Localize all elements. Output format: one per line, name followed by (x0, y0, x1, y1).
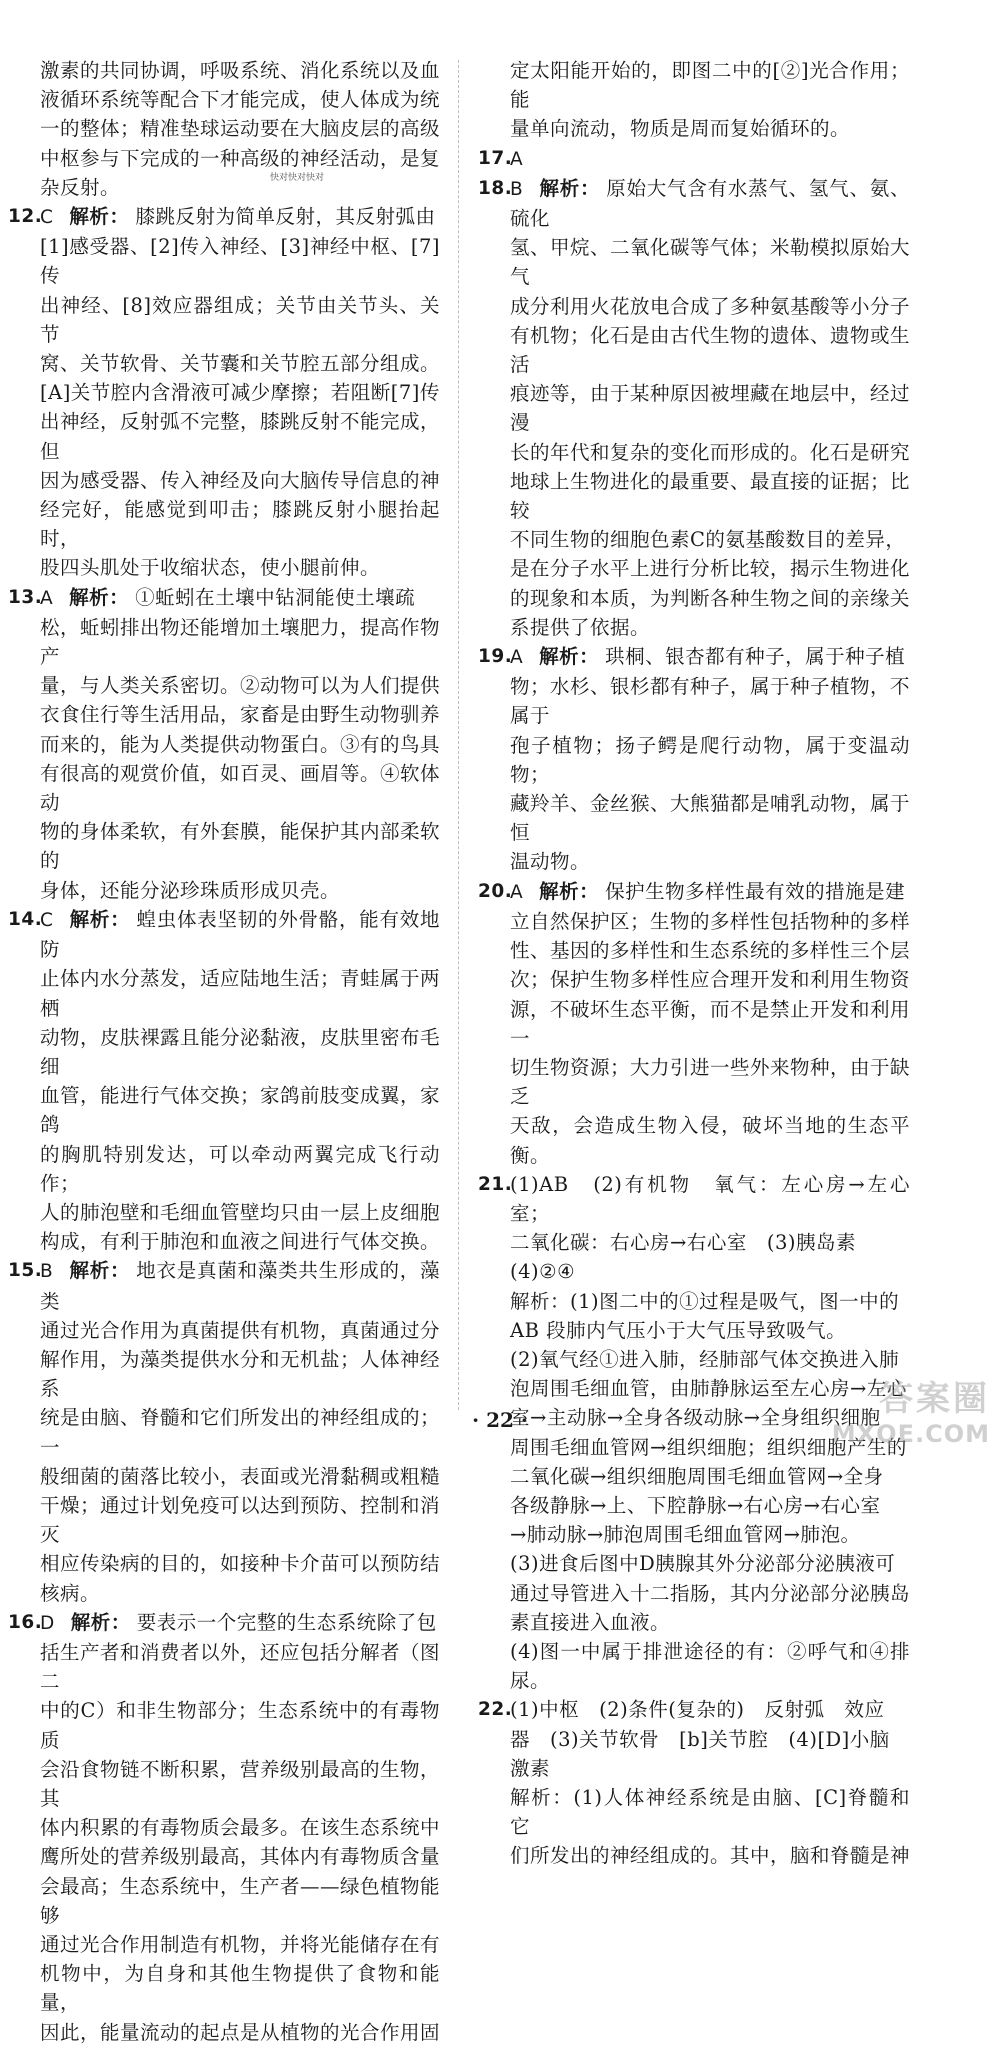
answer-text: (1)AB (2)有机物 氧气：左心房→左心室； (510, 1172, 910, 1225)
text-line: 中的C）和非生物部分；生态系统中的有毒物质 (40, 1699, 440, 1752)
right-intro (478, 56, 910, 144)
answer-text: (1)中枢 (2)条件(复杂的) 反射弧 效应 (510, 1698, 885, 1722)
column-divider (458, 60, 459, 1410)
text-line: 天敌，会造成生物入侵，破坏当地的生态平衡。 (510, 1114, 910, 1167)
analysis-text: 要表示一个完整的生态系统除了包 (136, 1610, 437, 1634)
text-line: AB 段肺内气压小于大气压导致吸气。 (510, 1318, 847, 1342)
question-number: 20. (478, 880, 513, 902)
text-line: 温动物。 (510, 850, 591, 874)
text-line: 系提供了依据。 (510, 615, 651, 639)
text-line: 藏羚羊、金丝猴、大熊猫都是哺乳动物，属于恒 (510, 792, 911, 845)
text-line: 体内积累的有毒物质会最多。在该生态系统中 (40, 1816, 441, 1840)
text-line: 松，蚯蚓排出物还能增加土壤肥力，提高作物产 (40, 615, 441, 669)
text-line: 鹰所处的营养级别最高，其体内有毒物质含量 (40, 1845, 441, 1869)
text-line: (4)②④ (510, 1260, 576, 1284)
text-line: 定太阳能开始的，即图二中的[②]光合作用；能 (510, 59, 910, 112)
answer-letter: B (40, 1261, 54, 1283)
text-line: 孢子植物；扬子鳄是爬行动物，属于变温动物； (510, 733, 910, 786)
text-line: 人的肺泡壁和毛细血管壁均只由一层上皮细胞 (40, 1200, 441, 1224)
answer-letter: A (510, 148, 524, 170)
text-line: 般细菌的菌落比较小，表面或光滑黏稠或粗糙 (40, 1464, 441, 1488)
question-18 (478, 174, 910, 642)
smudge-text: 快对快对快对 (270, 172, 325, 183)
text-line: 会最高；生态系统中，生产者——绿色植物能够 (40, 1874, 441, 1927)
text-line: 成分利用火花放电合成了多种氨基酸等小分子 (510, 294, 911, 318)
analysis-text: 蝗虫体表坚韧的外骨骼，能有效地防 (40, 907, 440, 962)
question-number: 12. (8, 206, 43, 228)
analysis-label: 解析： (539, 645, 600, 669)
text-line: 统是由脑、脊髓和它们所发出的神经组成的；一 (40, 1406, 441, 1459)
watermark-logo (810, 1371, 990, 1451)
text-line: 的现象和本质，为判断各种生物之间的亲缘关 (510, 586, 911, 610)
text-line: 中枢参与下完成的一种高级的神经活动，是复 (40, 146, 441, 170)
analysis-label: 解析： (69, 205, 130, 229)
left-intro (8, 56, 440, 202)
text-line: 二氧化碳：右心房→右心室 (3)胰岛素 (510, 1231, 856, 1255)
analysis-text: 地衣是真菌和藻类共生形成的，藻类 (40, 1259, 440, 1313)
question-12 (8, 202, 440, 583)
question-15 (8, 1256, 440, 1607)
answer-letter: B (510, 178, 524, 200)
text-line: 解析：(1)人体神经系统是由脑、[C]脊髓和它 (510, 1785, 910, 1839)
question-20 (478, 877, 910, 1170)
text-line: 周围毛细血管网→组织细胞；组织细胞产生的 (510, 1435, 907, 1459)
question-17 (478, 144, 910, 174)
watermark-top-text: 答案圈 (879, 1379, 990, 1419)
text-line: 因为感受器、传入神经及向大脑传导信息的神 (40, 468, 441, 492)
right-column (478, 56, 910, 1871)
analysis-text: 原始大气含有水蒸气、氢气、氨、硫化 (510, 176, 910, 231)
left-column (8, 56, 440, 2047)
text-line: 干燥；通过计划免疫可以达到预防、控制和消灭 (40, 1493, 441, 1547)
text-line: 们所发出的神经组成的。其中，脑和脊髓是神 (510, 1844, 911, 1868)
text-line: [A]关节腔内含滑液可减少摩擦；若阻断[7]传 (40, 381, 440, 405)
text-line: 动物，皮肤裸露且能分泌黏液，皮肤里密布毛细 (40, 1025, 441, 1078)
question-number: 14. (8, 908, 43, 930)
text-line: 氢、甲烷、二氧化碳等气体；米勒模拟原始大气 (510, 236, 911, 289)
text-line: 通过导管进入十二指肠，其内分泌部分泌胰岛 (510, 1581, 911, 1605)
answer-letter: A (40, 587, 54, 609)
text-line: [1]感受器、[2]传入神经、[3]神经中枢、[7]传 (40, 235, 440, 288)
text-line: 有机物；化石是由古代生物的遗体、遗物或生活 (510, 323, 911, 377)
text-line: 素直接进入血液。 (510, 1610, 671, 1634)
text-line: 性、基因的多样性和生态系统的多样性三个层 (510, 939, 911, 963)
analysis-label: 解析： (69, 907, 131, 931)
text-line: 出神经，反射弧不完整，膝跳反射不能完成，但 (40, 410, 441, 463)
text-line: 量，与人类关系密切。②动物可以为人们提供 (40, 674, 441, 698)
analysis-text: 膝跳反射为简单反射，其反射弧由 (135, 205, 436, 229)
text-line: 股四头肌处于收缩状态，使小腿前伸。 (40, 556, 381, 580)
question-16 (8, 1608, 440, 2047)
analysis-text: ①蚯蚓在土壤中钻洞能使土壤疏 (135, 585, 416, 609)
text-line: 血管，能进行气体交换；家鸽前肢变成翼，家鸽 (40, 1084, 441, 1137)
text-line: 不同生物的细胞色素C的氨基酸数目的差异， (510, 528, 906, 552)
text-line: 长的年代和复杂的变化而形成的。化石是研究 (510, 440, 911, 464)
question-number: 18. (478, 177, 513, 199)
analysis-label: 解析： (69, 585, 130, 609)
analysis-label: 解析： (539, 176, 601, 200)
text-line-with-smudge (8, 173, 440, 202)
text-line: 次；保护生物多样性应合理开发和利用生物资 (510, 968, 911, 992)
text-line: 身体，还能分泌珍珠质形成贝壳。 (40, 878, 341, 902)
text-line: 有很高的观赏价值，如百灵、画眉等。④软体动 (40, 761, 441, 815)
analysis-text: 珙桐、银杏都有种子，属于种子植 (605, 645, 906, 669)
text-line: 切生物资源；大力引进一些外来物种，由于缺乏 (510, 1055, 911, 1109)
answer-letter: C (40, 207, 54, 229)
text-line: →肺动脉→肺泡周围毛细血管网→肺泡。 (510, 1523, 861, 1547)
text-line: 相应传染病的目的，如接种卡介苗可以预防结 (40, 1552, 441, 1576)
text-line: 解析：(1)图二中的①过程是吸气，图一中的 (510, 1289, 900, 1313)
text-line: 物的身体柔软，有外套膜，能保护其内部柔软的 (40, 820, 441, 873)
text-line: 括生产者和消费者以外，还应包括分解者（图二 (40, 1640, 441, 1694)
question-number: 15. (8, 1260, 43, 1282)
question-number: 13. (8, 586, 43, 608)
text-line: 量单向流动，物质是周而复始循环的。 (510, 117, 851, 141)
text-line: 而来的，能为人类提供动物蛋白。③有的鸟具 (40, 732, 441, 756)
question-14 (8, 905, 440, 1256)
analysis-label: 解析： (70, 1610, 131, 1634)
text-line: 痕迹等，由于某种原因被埋藏在地层中，经过漫 (510, 382, 911, 435)
text-line: 二氧化碳→组织细胞周围毛细血管网→全身 (510, 1464, 884, 1488)
text-line: 杂反射。 (40, 175, 121, 199)
text-line: 的胸肌特别发达，可以牵动两翼完成飞行动作； (40, 1142, 440, 1195)
text-line: 源，不破坏生态平衡，而不是禁止开发和利用一 (510, 997, 911, 1050)
analysis-label: 解析： (69, 1259, 131, 1283)
question-number: 21. (478, 1173, 513, 1195)
text-line: (4)图一中属于排泄途径的有：②呼气和④排尿。 (510, 1639, 910, 1693)
question-number: 19. (478, 646, 513, 668)
text-line: 窝、关节软骨、关节囊和关节腔五部分组成。 (40, 352, 441, 376)
text-line: 器 (3)关节软骨 [b]关节腔 (4)[D]小脑 (510, 1727, 890, 1751)
question-19 (478, 642, 910, 877)
answer-letter: A (510, 647, 524, 669)
text-line: 立自然保护区；生物的多样性包括物种的多样 (510, 909, 911, 933)
answer-letter: D (40, 1612, 55, 1634)
text-line: 因此，能量流动的起点是从植物的光合作用固 (40, 2020, 441, 2044)
text-line: 泡周围毛细血管，由肺静脉运至左心房→左心 (510, 1377, 907, 1401)
text-line: 止体内水分蒸发，适应陆地生活；青蛙属于两栖 (40, 967, 441, 1020)
analysis-text: 保护生物多样性最有效的措施是建 (605, 879, 906, 903)
text-line: 出神经、[8]效应器组成；关节由关节头、关节 (40, 293, 440, 346)
question-number: 17. (478, 147, 513, 169)
text-line: 地球上生物进化的最重要、最直接的证据；比较 (510, 469, 911, 523)
question-13 (8, 583, 440, 905)
text-line: 室→主动脉→全身各级动脉→全身组织细胞 (510, 1406, 881, 1430)
text-line: (3)进食后图中D胰腺其外分泌部分泌胰液可 (510, 1552, 896, 1576)
text-line: 物；水杉、银杉都有种子，属于种子植物，不属于 (510, 675, 911, 728)
text-line: 各级静脉→上、下腔静脉→右心房→右心室 (510, 1493, 881, 1517)
answer-letter: A (510, 881, 524, 903)
text-line: 是在分子水平上进行分析比较，揭示生物进化 (510, 557, 911, 581)
answer-letter: C (40, 909, 54, 931)
question-number: 16. (8, 1611, 43, 1633)
page-number: · 22 · (472, 1408, 528, 1432)
watermark-bottom-text: MXQE.COM (831, 1420, 990, 1448)
text-line: 经完好，能感觉到叩击；膝跳反射小腿抬起时， (40, 498, 440, 551)
text-line: (2)氧气经①进入肺，经肺部气体交换进入肺 (510, 1347, 900, 1371)
text-line: 液循环系统等配合下才能完成，使人体成为统 (40, 88, 441, 112)
text-line: 核病。 (40, 1581, 101, 1605)
text-line: 衣食住行等生活用品，家畜是由野生动物驯养 (40, 703, 441, 727)
text-line: 机物中，为自身和其他生物提供了食物和能量， (40, 1962, 440, 2015)
analysis-label: 解析： (539, 879, 600, 903)
text-line: 通过光合作用制造有机物，并将光能储存在有 (40, 1933, 441, 1956)
text-line: 会沿食物链不断积累，营养级别最高的生物，其 (40, 1757, 441, 1810)
text-line: 通过光合作用为真菌提供有机物，真菌通过分 (40, 1318, 441, 1342)
question-22 (478, 1695, 910, 1870)
text-line: 激素的共同协调，呼吸系统、消化系统以及血 (40, 59, 441, 82)
text-line: 构成，有利于肺泡和血液之间进行气体交换。 (40, 1230, 441, 1254)
text-line: 激素 (510, 1756, 551, 1780)
text-line: 一的整体；精准垫球运动要在大脑皮层的高级 (40, 117, 441, 141)
text-line: 解作用，为藻类提供水分和无机盐；人体神经系 (40, 1347, 441, 1401)
question-number: 22. (478, 1699, 513, 1721)
